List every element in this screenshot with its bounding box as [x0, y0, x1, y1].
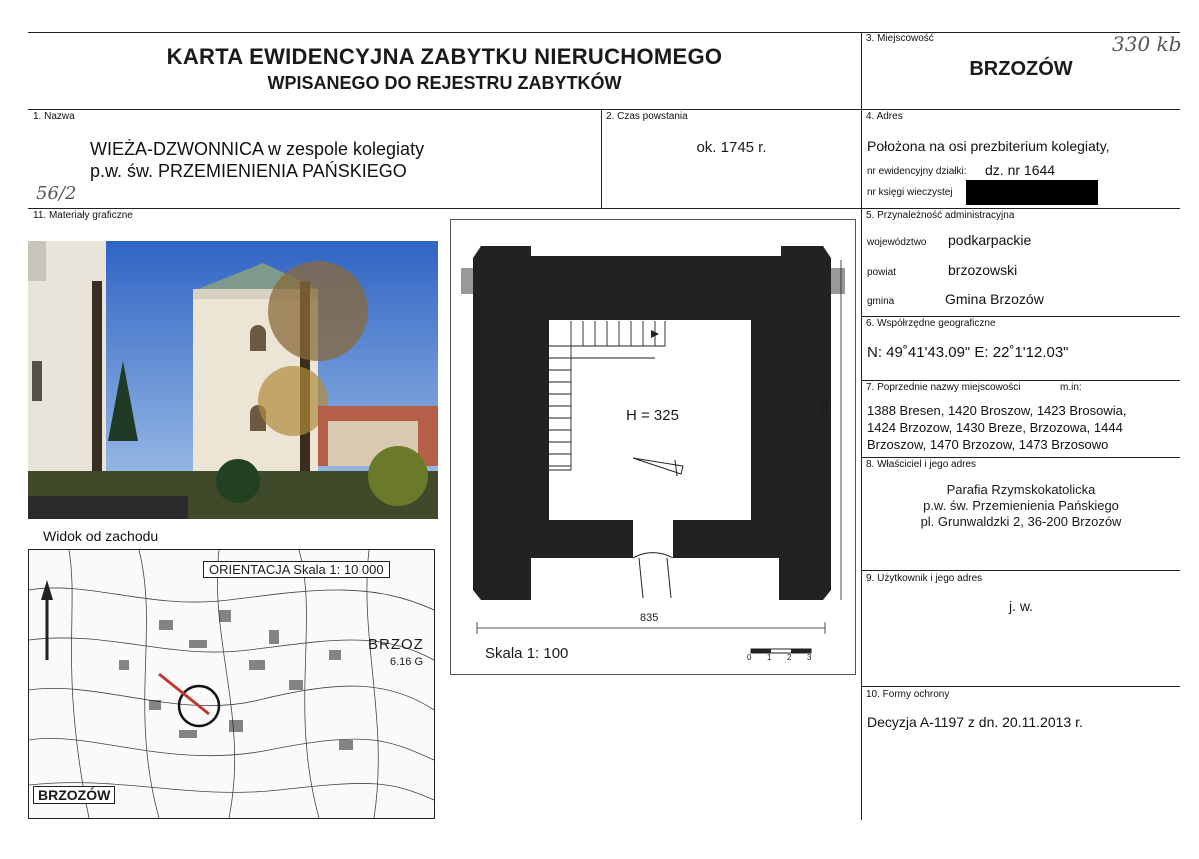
section4-label: 4. Adres [866, 111, 903, 122]
protection-form-value: Decyzja A-1197 z dn. 20.11.2013 r. [867, 714, 1083, 730]
parcel-label: nr ewidencyjny działki: [867, 166, 967, 177]
section6-label: 6. Współrzędne geograficzne [866, 318, 996, 329]
card-subtitle: WPISANEGO DO REJESTRU ZABYTKÓW [267, 73, 622, 93]
admin-value-county: brzozowski [948, 262, 1018, 278]
handwritten-number: 56/2 [36, 183, 77, 204]
card-title: KARTA EWIDENCYJNA ZABYTKU NIERUCHOMEGO [166, 44, 723, 69]
section5-label: 5. Przynależność administracyjna [866, 210, 1015, 221]
locality-value: BRZOZÓW [969, 58, 1073, 80]
owner-line3: pl. Grunwaldzki 2, 36-200 Brzozów [920, 514, 1122, 529]
owner-line2: p.w. św. Przemienienia Pańskiego [923, 498, 1119, 513]
former-names-line2: 1424 Brzozow, 1430 Breze, Brzozowa, 1444 [867, 420, 1123, 435]
section2-label: 2. Czas powstania [606, 111, 688, 122]
section3-label: 3. Miejscowość [866, 33, 934, 44]
admin-key-county: powiat [867, 267, 896, 278]
plan-scale-label: Skala 1: 100 [485, 645, 569, 662]
admin-value-commune: Gmina Brzozów [945, 291, 1044, 307]
land-register-label: nr księgi wieczystej [867, 187, 953, 198]
admin-value-voivodeship: podkarpackie [948, 232, 1032, 248]
object-name-line2: p.w. św. PRZEMIENIENIA PAŃSKIEGO [90, 161, 407, 181]
user-value: j. w. [1008, 598, 1034, 614]
orientation-map [28, 549, 435, 819]
rule-section7 [862, 380, 1180, 381]
rule-section9 [862, 570, 1180, 571]
rule-below-name [28, 208, 1180, 209]
construction-date: ok. 1745 r. [696, 139, 767, 156]
rule-section8 [862, 457, 1180, 458]
photo-caption: Widok od zachodu [43, 528, 159, 544]
floor-plan [450, 219, 856, 675]
building-photo [28, 241, 438, 519]
section11-label: 11. Materiały graficzne [33, 210, 133, 221]
scale-tick-1: 1 [767, 653, 772, 662]
map-town-label: BRZOZÓW [33, 786, 115, 804]
plan-side-dimension: 835 [818, 399, 830, 418]
address-line: Położona na osi prezbiterium kolegiaty, [867, 138, 1110, 154]
map-corner-num: 6.16 G [390, 656, 424, 668]
former-names-line3: Brzoszow, 1470 Brzozow, 1473 Brzosowo [867, 437, 1109, 452]
section7-label: 7. Poprzednie nazwy miejscowości [866, 382, 1021, 393]
parcel-value: dz. nr 1644 [985, 162, 1056, 178]
admin-key-voivodeship: województwo [867, 237, 927, 248]
scale-tick-0: 0 [747, 653, 752, 662]
section1-label: 1. Nazwa [33, 111, 75, 122]
plan-height-label: H = 325 [626, 407, 679, 424]
vertical-main-divider [861, 32, 862, 820]
top-rule [28, 32, 1180, 33]
section8-label: 8. Właściciel i jego adres [866, 459, 977, 470]
owner-address [862, 482, 1180, 530]
rule-below-title [28, 109, 1180, 110]
owner-line1: Parafia Rzymskokatolicka [946, 482, 1096, 497]
redaction-block [966, 180, 1098, 205]
object-name-line1: WIEŻA-DZWONNICA w zespole kolegiaty [90, 139, 425, 159]
scale-tick-3: 3 [807, 653, 812, 662]
scale-tick-2: 2 [787, 653, 792, 662]
map-orientation-label: ORIENTACJA Skala 1: 10 000 [203, 561, 390, 578]
admin-key-commune: gmina [867, 296, 895, 307]
coordinates-value: N: 49˚41'43.09" E: 22˚1'12.03" [867, 344, 1069, 361]
former-names-line1: 1388 Bresen, 1420 Broszow, 1423 Brosowia, [867, 403, 1127, 418]
map-corner-label: BRZOZ [368, 636, 424, 653]
handwritten-note: 330 kb [1112, 32, 1182, 56]
section7-label-suffix: m.in: [1060, 382, 1082, 393]
vertical-date-divider [601, 109, 602, 208]
section9-label: 9. Użytkownik i jego adres [866, 573, 983, 584]
rule-section6 [862, 316, 1180, 317]
rule-section10 [862, 686, 1180, 687]
section10-label: 10. Formy ochrony [866, 689, 950, 700]
north-arrow-icon [41, 580, 53, 660]
plan-bottom-dimension: 835 [640, 612, 659, 624]
